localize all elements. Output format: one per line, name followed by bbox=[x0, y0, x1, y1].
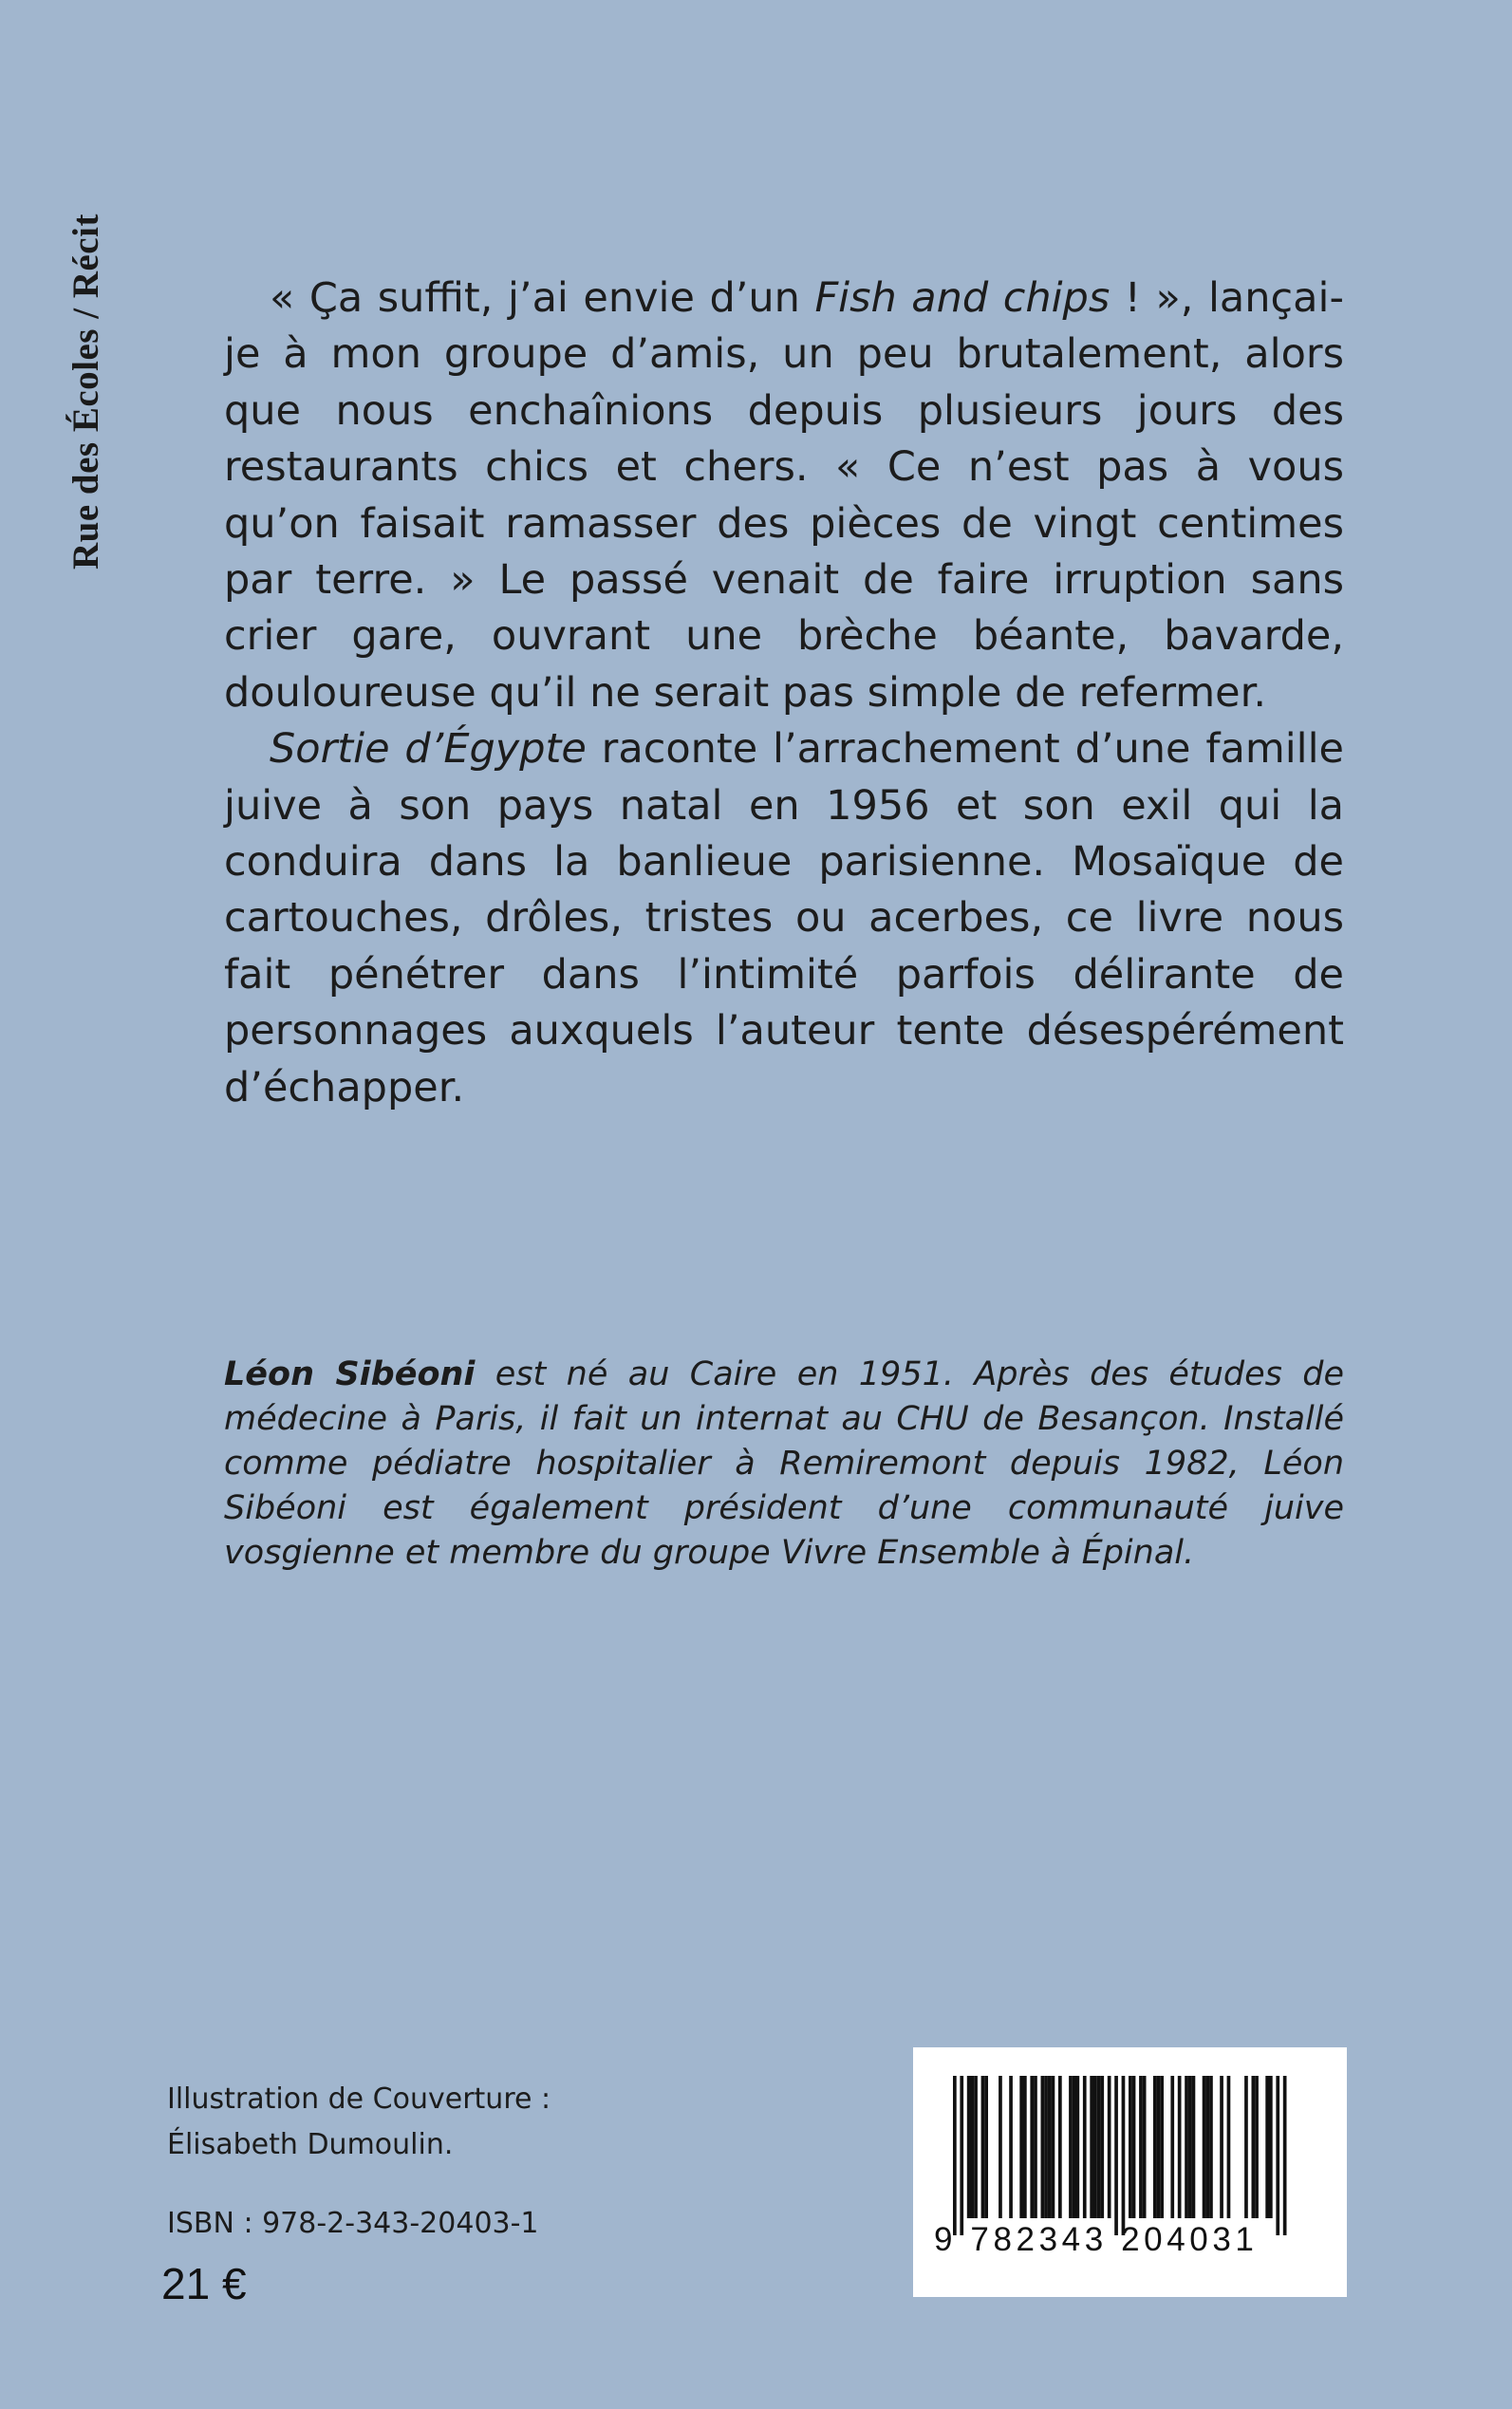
barcode-bar bbox=[1220, 2076, 1223, 2218]
barcode-bar bbox=[1252, 2076, 1256, 2218]
barcode-bar bbox=[1069, 2076, 1073, 2218]
barcode-bar bbox=[1153, 2076, 1157, 2218]
barcode-bar bbox=[1143, 2076, 1147, 2218]
barcode-bar bbox=[1041, 2076, 1045, 2218]
barcode-bar bbox=[1192, 2076, 1196, 2218]
barcode-bar bbox=[1083, 2076, 1087, 2218]
credits-illustrator: Élisabeth Dumoulin. bbox=[167, 2128, 454, 2161]
barcode-bar bbox=[953, 2076, 957, 2235]
barcode-bar bbox=[1129, 2076, 1132, 2218]
barcode-bar bbox=[1048, 2076, 1052, 2218]
barcode-bar bbox=[1203, 2076, 1206, 2218]
author-name: Léon Sibéoni bbox=[224, 1355, 476, 1393]
barcode-bar bbox=[1114, 2076, 1118, 2235]
illustration-credits bbox=[167, 2077, 551, 2168]
barcode-bar bbox=[971, 2076, 975, 2218]
author-bio: Léon Sibéoni est né au Caire en 1951. Après des études de médecine à Paris, il fait un internat au CHU de Besançon. Installé comme pédiatre hospitalier à Remiremont depuis 1982, Léon Sibéoni est également président d’une communauté juive vosgienne et membre du groupe Vivre Ensemble à Épinal. bbox=[224, 1355, 1344, 1572]
credits-label: Illustration de Couverture : bbox=[167, 2082, 551, 2116]
barcode-bar bbox=[967, 2076, 971, 2218]
barcode-bar bbox=[1044, 2076, 1048, 2218]
barcode-bar bbox=[1058, 2076, 1062, 2218]
barcode-bar bbox=[1276, 2076, 1279, 2235]
barcode-bar bbox=[1227, 2076, 1231, 2218]
barcode-bar bbox=[984, 2076, 988, 2218]
barcode-bar bbox=[1019, 2076, 1023, 2218]
isbn-text: ISBN : 978-2-343-20403-1 bbox=[167, 2207, 539, 2240]
barcode-bar bbox=[1122, 2076, 1126, 2235]
back-cover-blurb bbox=[224, 271, 1344, 1116]
barcode-bar bbox=[1188, 2076, 1192, 2218]
barcode-bar bbox=[1090, 2076, 1093, 2218]
barcode-bar bbox=[1093, 2076, 1097, 2218]
barcode-bar bbox=[1185, 2076, 1188, 2218]
barcode-bar bbox=[1030, 2076, 1034, 2218]
barcode-bar bbox=[1283, 2076, 1287, 2235]
barcode-bar bbox=[1132, 2076, 1136, 2218]
barcode-bar bbox=[1034, 2076, 1037, 2218]
barcode-bar bbox=[1255, 2076, 1259, 2218]
barcode-bar bbox=[1160, 2076, 1164, 2218]
barcode-bar bbox=[1178, 2076, 1182, 2218]
barcode-bar bbox=[1265, 2076, 1269, 2218]
barcode-bar bbox=[974, 2076, 978, 2218]
barcode-bar bbox=[1100, 2076, 1104, 2218]
barcode-bar bbox=[1205, 2076, 1209, 2218]
barcode-bar bbox=[1073, 2076, 1076, 2218]
collection-label: Rue des Écoles / Récit bbox=[65, 214, 106, 570]
barcode-digits: 9 782343 204031 bbox=[934, 2221, 1259, 2258]
barcode-bar bbox=[981, 2076, 985, 2218]
barcode-bar bbox=[1108, 2076, 1111, 2218]
blurb-paragraph-2: Sortie d’Égypte raconte l’arrachement d’une famille juive à son pays natal en 1956 et son exil qui la conduira dans la banlieue parisienne. Mosaïque de cartouches, drôles, tristes ou acerbes, ce livre nous fait pénétrer dans l’intimité parfois délirante de personnages auxquels l’auteur tente désespérément d’échapper. bbox=[224, 725, 1344, 1111]
barcode-bar bbox=[1209, 2076, 1213, 2218]
barcode-bar bbox=[1170, 2076, 1174, 2218]
blurb-paragraph-1: « Ça suffit, j’ai envie d’un Fish and chips ! », lançai-je à mon groupe d’amis, un peu brutalement, alors que nous enchaînions depuis plusieurs jours des restaurants chics et chers. « Ce n’est pas à vous qu’on faisait ramasser des pièces de vingt centimes par terre. » Le passé venait de faire irruption sans crier gare, ouvrant une brèche béante, bavarde, douloureuse qu’il ne serait pas simple de refermer. bbox=[224, 274, 1344, 717]
barcode-bar bbox=[1009, 2076, 1013, 2218]
barcode-bar bbox=[1097, 2076, 1101, 2218]
barcode bbox=[913, 2047, 1347, 2297]
barcode-bar bbox=[1139, 2076, 1143, 2218]
barcode-bar bbox=[1157, 2076, 1161, 2218]
barcode-bar bbox=[1076, 2076, 1080, 2218]
barcode-bar bbox=[1244, 2076, 1248, 2218]
barcode-bar bbox=[999, 2076, 1002, 2218]
barcode-bars bbox=[913, 2047, 1347, 2297]
barcode-bar bbox=[960, 2076, 963, 2235]
barcode-bar bbox=[1052, 2076, 1055, 2218]
barcode-bar bbox=[1269, 2076, 1273, 2218]
price-text: 21 € bbox=[161, 2259, 247, 2308]
barcode-bar bbox=[1023, 2076, 1027, 2218]
